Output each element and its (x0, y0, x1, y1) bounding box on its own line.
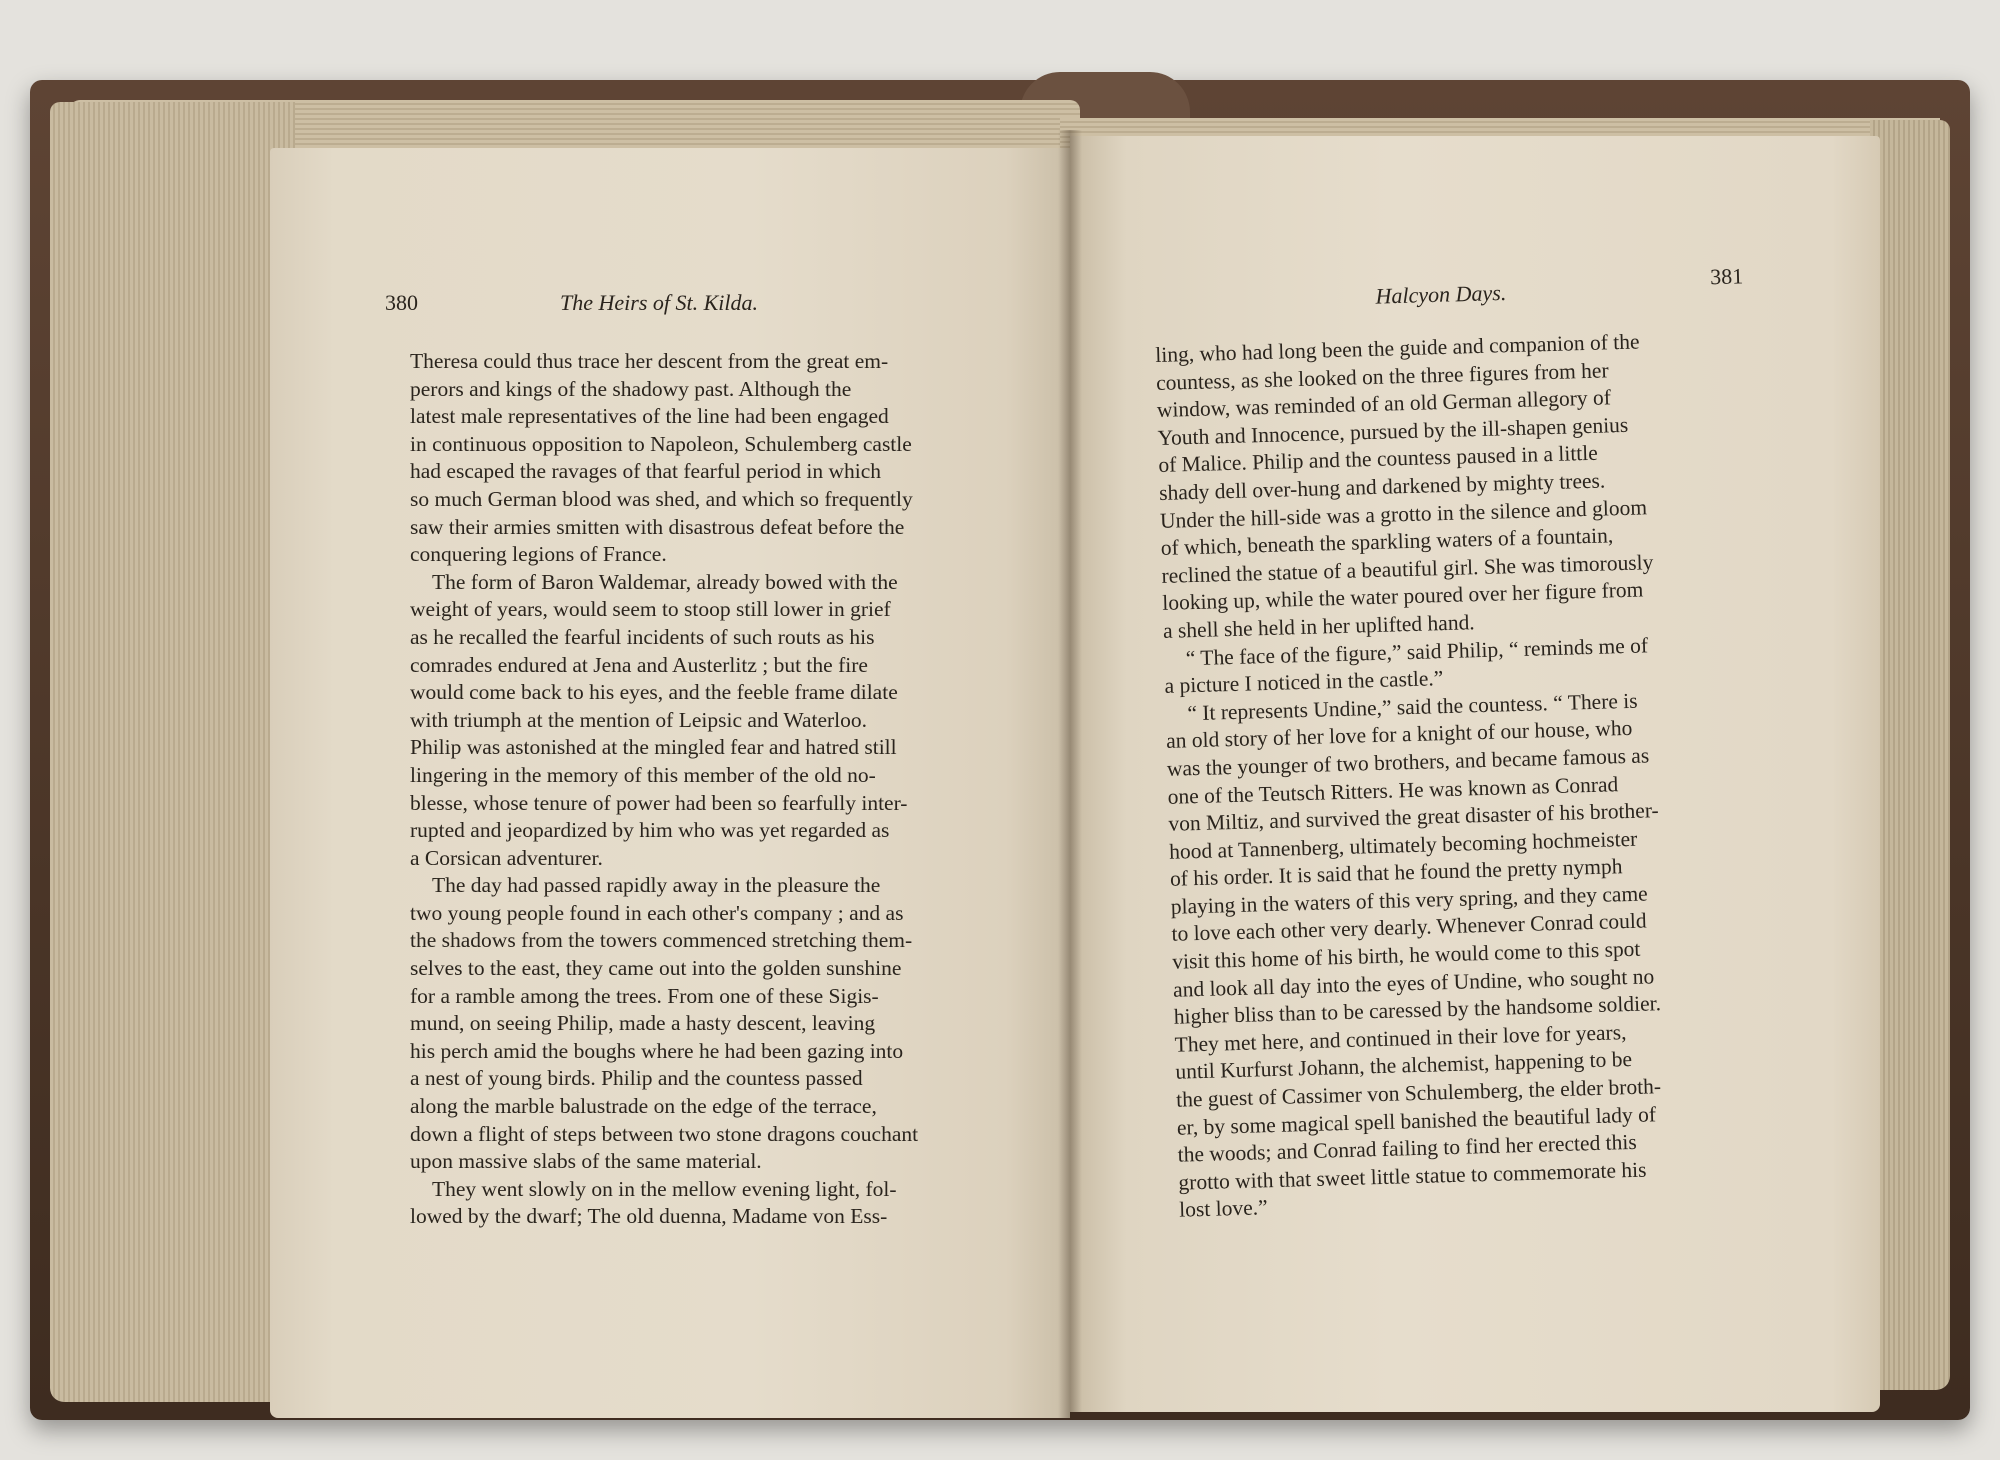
text-line: “ It represents Undine,” said the countess. “ There is (1187, 688, 1638, 725)
right-running-title: Halcyon Days. (1375, 279, 1507, 309)
text-line: his perch amid the boughs where he had been gazing into (410, 1038, 904, 1063)
text-line: selves to the east, they came out into the golden sunshine (410, 956, 902, 981)
text-line: comrades endured at Jena and Austerlitz ; but the fire (410, 652, 868, 677)
text-line: of Malice. Philip and the countess paused in a little (1158, 441, 1599, 478)
text-line: as he recalled the fearful incidents of such routs as his (410, 624, 875, 649)
text-line: “ The face of the figure,” said Philip, “ reminds me of (1185, 632, 1649, 670)
text-line: Theresa could thus trace her descent from the great em- (410, 349, 889, 373)
text-line: higher bliss than to be caressed by the handsome soldier. (1173, 991, 1662, 1029)
text-line: window, was reminded of an old German allegory of (1156, 385, 1612, 423)
text-line: lowed by the dwarf; The old duenna, Madame von Ess- (410, 1204, 888, 1229)
text-line: a nest of young birds. Philip and the countess passed (410, 1066, 863, 1091)
text-line: a Corsican adventurer. (410, 845, 603, 870)
text-line: for a ramble among the trees. From one of these Sigis- (410, 983, 879, 1008)
text-line: the guest of Cassimer von Schulemberg, the elder broth- (1175, 1074, 1662, 1112)
text-line: er, by some magical spell banished the beautiful lady of (1176, 1101, 1657, 1140)
text-line: mund, on seeing Philip, made a hasty descent, leaving (410, 1011, 876, 1036)
text-line: Under the hill-side was a grotto in the silence and gloom (1159, 494, 1648, 533)
text-line: Philip was astonished at the mingled fear and hatred still (410, 735, 897, 760)
text-line: lingering in the memory of this member of the old no- (410, 762, 876, 787)
book-gutter (1058, 130, 1082, 1420)
text-line: hood at Tannenberg, ultimately becoming hochmeister (1168, 826, 1638, 864)
page-edges-right (1870, 120, 1950, 1390)
text-line: in continuous opposition to Napoleon, Schulemberg castle (410, 431, 912, 456)
text-line: blesse, whose tenure of power had been so fearfully inter- (410, 790, 908, 815)
text-line: of which, beneath the sparkling waters of a fountain, (1160, 523, 1614, 561)
text-line: would come back to his eyes, and the feeble frame dilate (410, 680, 898, 705)
text-line: with triumph at the mention of Leipsic and Waterloo. (410, 707, 868, 732)
right-page-text (1155, 328, 1671, 1224)
text-line: They went slowly on in the mellow evening light, fol- (432, 1176, 897, 1201)
left-page-number: 380 (385, 290, 418, 315)
text-line: von Miltiz, and survived the great disaster of his brother- (1168, 798, 1659, 836)
text-line: grotto with that sweet little statue to commemorate his (1178, 1157, 1647, 1195)
text-line: until Kurfurst Johann, the alchemist, happening to be (1175, 1047, 1633, 1085)
right-page-number: 381 (1709, 263, 1744, 290)
text-line: a picture I noticed in the castle.” (1164, 666, 1444, 698)
text-line: The day had passed rapidly away in the pleasure the (432, 873, 881, 898)
text-line: of his order. It is said that he found the pretty nymph (1169, 854, 1623, 892)
page-edges-left (50, 102, 295, 1402)
text-line: down a flight of steps between two stone dragons couchant (410, 1121, 919, 1146)
text-line: looking up, while the water poured over her figure from (1161, 577, 1644, 616)
text-line: weight of years, would seem to stoop still lower in grief (410, 597, 891, 622)
text-line: lost love.” (1178, 1195, 1268, 1223)
text-line: and look all day into the eyes of Undine, who sought no (1172, 963, 1655, 1002)
text-line: the woods; and Conrad failing to find her erected this (1177, 1130, 1638, 1167)
text-line: countess, as she looked on the three figures from her (1155, 357, 1609, 395)
open-book (30, 80, 1970, 1420)
text-line: an old story of her love for a knight of our house, who (1165, 716, 1633, 754)
text-line: to love each other very dearly. Whenever Conrad could (1171, 908, 1647, 947)
text-line: upon massive slabs of the same material. (410, 1149, 762, 1174)
text-line: The form of Baron Waldemar, already bowed with the (432, 569, 898, 594)
text-line: visit this home of his birth, he would come to this spot (1171, 936, 1641, 974)
left-running-title: The Heirs of St. Kilda. (560, 290, 759, 315)
text-line: saw their armies smitten with disastrous defeat before the (410, 514, 905, 539)
left-page-text (410, 348, 918, 1231)
text-line: conquering legions of France. (410, 542, 667, 567)
text-line: one of the Teutsch Ritters. He was known as Conrad (1167, 771, 1619, 809)
text-line: so much German blood was shed, and which so frequently (410, 486, 913, 511)
text-line: rupted and jeopardized by him who was yet regarded as (410, 818, 890, 843)
text-line: two young people found in each other's company ; and as (410, 900, 904, 925)
text-line: shady dell over-hung and darkened by mighty trees. (1158, 468, 1606, 505)
text-line: latest male representatives of the line had been engaged (410, 404, 889, 429)
text-line: a shell she held in her uplifted hand. (1162, 610, 1475, 643)
text-line: was the younger of two brothers, and became famous as (1166, 743, 1650, 781)
text-line: perors and kings of the shadowy past. Although the (410, 376, 852, 401)
text-line: had escaped the ravages of that fearful period in which (410, 459, 882, 484)
text-line: reclined the statue of a beautiful girl. She was timorously (1161, 549, 1654, 588)
text-line: ling, who had long been the guide and companion of the (1155, 329, 1640, 367)
text-line: They met here, and continued in their love for years, (1174, 1019, 1627, 1057)
text-line: playing in the waters of this very spring, and they came (1170, 881, 1648, 919)
text-line: Youth and Innocence, pursued by the ill-shapen genius (1157, 412, 1629, 450)
text-line: along the marble balustrade on the edge of the terrace, (410, 1094, 877, 1119)
text-line: the shadows from the towers commenced stretching them- (410, 928, 913, 953)
